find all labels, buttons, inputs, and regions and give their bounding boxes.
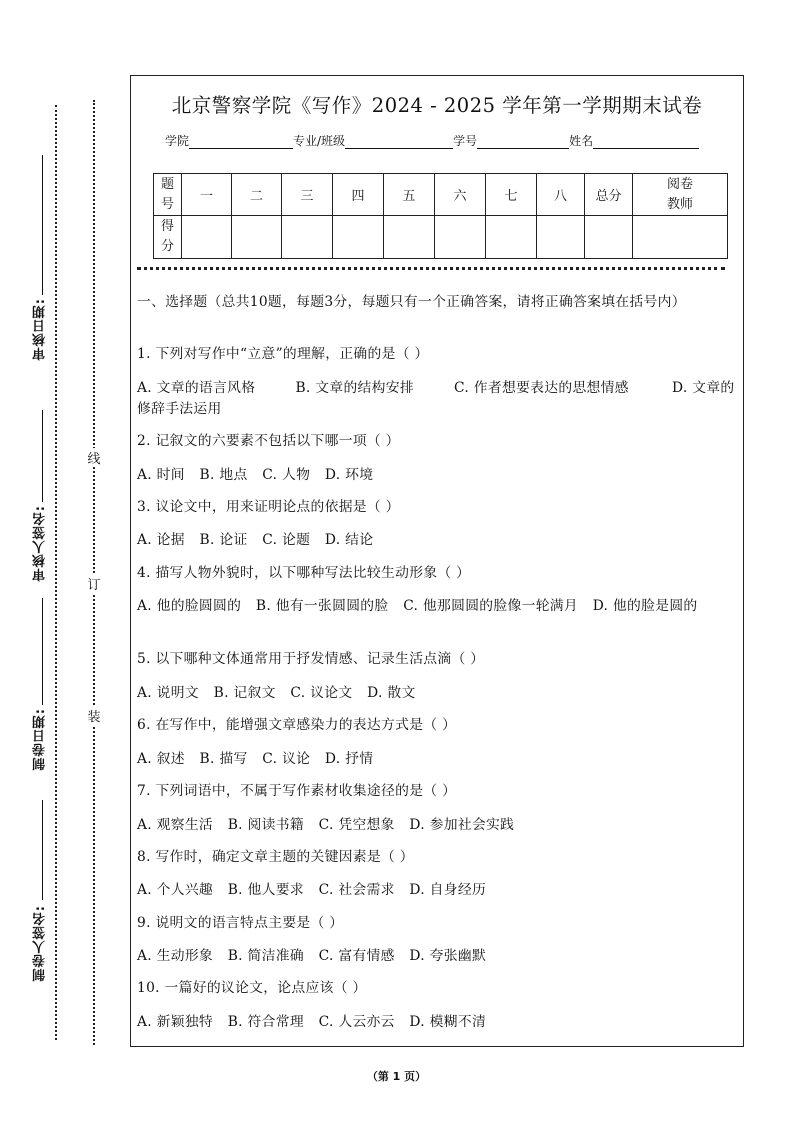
question-10: 10. 一篇好的议论文，论点应该（ ）: [137, 980, 367, 996]
col-4: 四: [333, 174, 384, 216]
order-char: 订: [86, 574, 102, 593]
question-5-options: [137, 683, 741, 704]
option-a: A. 生动形象: [137, 948, 214, 964]
option-a: A. 新颖独特: [137, 1014, 214, 1030]
option-c: C. 人云亦云: [318, 1014, 395, 1030]
name-input[interactable]: [593, 135, 699, 149]
option-a: A. 个人兴趣: [137, 882, 214, 898]
col-6: 六: [435, 174, 486, 216]
major-label: 专业/班级: [293, 134, 346, 148]
question-4-options: [137, 596, 741, 617]
exam-title: 北京警察学院《写作》2024 - 2025 学年第一学期期末试卷: [171, 94, 703, 117]
option-b: B. 阅读书籍: [227, 817, 304, 833]
score-char-1: 得: [160, 219, 174, 234]
col-1: 一: [182, 174, 232, 216]
score-cell[interactable]: [486, 216, 537, 259]
question-3-options: [137, 530, 741, 551]
grader-cell[interactable]: [633, 216, 728, 259]
reviewer-sign-label: [28, 505, 52, 581]
option-c: C. 社会需求: [318, 882, 395, 898]
header-label-cell: [154, 174, 182, 216]
score-cell[interactable]: [282, 216, 333, 259]
score-label-cell: [154, 216, 182, 259]
option-a: A. 观察生活: [137, 817, 214, 833]
score-table: [153, 173, 728, 259]
question-2: 2. 记叙文的六要素不包括以下哪一项（ ）: [137, 433, 400, 449]
option-c: C. 他那圆圆的脸像一轮满月: [403, 598, 578, 614]
option-c: C. 论题: [262, 532, 311, 548]
score-table-header-row: [154, 174, 728, 216]
question-8-options: [137, 880, 741, 901]
reviewer-date-label: [28, 298, 52, 360]
line-char: 线: [86, 448, 102, 467]
binding-dotted-line-inner: [93, 100, 95, 1045]
college-input[interactable]: [189, 135, 293, 149]
option-a: A. 时间: [137, 467, 185, 483]
score-cell-total[interactable]: [585, 216, 633, 259]
score-cell[interactable]: [333, 216, 384, 259]
question-7-options: [137, 815, 741, 836]
question-1: 1. 下列对写作中“立意”的理解，正确的是（ ）: [137, 346, 429, 362]
reviewer-date-text: 审核日期:: [32, 298, 48, 361]
question-6: 6. 在写作中，能增强文章感染力的表达方式是（ ）: [137, 717, 457, 733]
col-8: 八: [537, 174, 585, 216]
maker-sign-label: [28, 905, 52, 981]
option-c: C. 凭空想象: [318, 817, 395, 833]
question-9: 9. 说明文的语言特点主要是（ ）: [137, 915, 344, 931]
reviewer-sign-line: [42, 410, 43, 502]
option-d: D. 结论: [324, 532, 374, 548]
exam-frame: [130, 75, 744, 1047]
question-1-option-d: [137, 378, 741, 399]
col-grader: [633, 174, 728, 216]
score-cell[interactable]: [435, 216, 486, 259]
reviewer-sign-text: 审核人签名:: [32, 505, 48, 582]
option-b: B. 他人要求: [227, 882, 304, 898]
option-c: C. 人物: [262, 467, 311, 483]
option-b: B. 论证: [199, 532, 248, 548]
option-d: D. 抒情: [324, 751, 374, 767]
col-3: 三: [282, 174, 333, 216]
dotted-separator: [137, 267, 725, 270]
score-cell[interactable]: [182, 216, 232, 259]
option-d: D. 参加社会实践: [409, 817, 515, 833]
option-c: C. 议论文: [290, 685, 353, 701]
option-d-line1: D. 文章的: [672, 380, 735, 396]
option-b: B. 简洁准确: [227, 948, 304, 964]
maker-sign-text: 制卷人签名:: [32, 905, 48, 982]
student-id-label: 学号: [453, 134, 478, 148]
question-7: 7. 下列词语中，不属于写作素材收集途径的是（ ）: [137, 783, 457, 799]
header-char-1: 题: [160, 176, 174, 192]
score-cell[interactable]: [232, 216, 282, 259]
option-a: A. 叙述: [137, 751, 185, 767]
question-10-options: [137, 1012, 741, 1033]
option-b: B. 文章的结构安排: [295, 380, 414, 396]
binding-dotted-line-outer: [55, 105, 57, 1040]
option-d-line2: 修辞手法运用: [137, 401, 222, 417]
col-5: 五: [384, 174, 435, 216]
option-b: B. 地点: [199, 467, 248, 483]
question-4: 4. 描写人物外貌时，以下哪种写法比较生动形象（ ）: [137, 565, 471, 581]
question-3: 3. 议论文中，用来证明论点的依据是（ ）: [137, 499, 400, 515]
option-d: D. 模糊不清: [409, 1014, 487, 1030]
option-d: D. 环境: [324, 467, 374, 483]
score-cell[interactable]: [537, 216, 585, 259]
col-7: 七: [486, 174, 537, 216]
col-2: 二: [232, 174, 282, 216]
option-b: B. 记叙文: [213, 685, 276, 701]
score-table-score-row: [154, 216, 728, 259]
option-b: B. 他有一张圆圆的脸: [255, 598, 389, 614]
name-label: 姓名: [569, 134, 594, 148]
student-info-fields: [165, 132, 699, 149]
section1-heading: 一、选择题（总共10题，每题3分，每题只有一个正确答案，请将正确答案填在括号内）: [137, 294, 686, 310]
maker-sign-line: [42, 800, 43, 900]
col-total: 总分: [585, 174, 633, 216]
option-d: D. 散文: [367, 685, 416, 701]
option-d: D. 夸张幽默: [409, 948, 487, 964]
maker-date-text: 制卷日期:: [32, 708, 48, 771]
reviewer-date-line: [42, 155, 43, 295]
option-c: C. 议论: [262, 751, 311, 767]
option-c: C. 富有情感: [318, 948, 395, 964]
question-2-options: [137, 465, 741, 486]
question-6-options: [137, 749, 741, 770]
option-a: A. 论据: [137, 532, 185, 548]
header-char-2: 号: [160, 196, 174, 212]
bind-char: 装: [86, 706, 102, 725]
grader-text-1: 阅卷: [666, 176, 693, 192]
question-8: 8. 写作时，确定文章主题的关键因素是（ ）: [137, 849, 414, 865]
maker-date-label: [28, 708, 52, 770]
score-cell[interactable]: [384, 216, 435, 259]
maker-date-line: [42, 598, 43, 705]
option-a: A. 说明文: [137, 685, 199, 701]
page-number: （第 1 页）: [366, 1070, 427, 1083]
option-a: A. 文章的语言风格: [137, 380, 256, 396]
option-b: B. 描写: [199, 751, 248, 767]
option-b: B. 符合常理: [227, 1014, 304, 1030]
question-5: 5. 以下哪种文体通常用于抒发情感、记录生活点滴（ ）: [137, 651, 485, 667]
option-c: C. 作者想要表达的思想情感: [454, 380, 629, 396]
major-input[interactable]: [345, 135, 453, 149]
student-id-input[interactable]: [477, 135, 569, 149]
option-d: D. 他的脸是圆的: [592, 598, 698, 614]
option-a: A. 他的脸圆圆的: [137, 598, 242, 614]
grader-text-2: 教师: [666, 196, 693, 212]
question-9-options: [137, 946, 741, 967]
college-label: 学院: [165, 134, 190, 148]
score-char-2: 分: [160, 239, 174, 254]
option-d: D. 自身经历: [409, 882, 487, 898]
question-1-option-d-cont: [137, 399, 741, 420]
